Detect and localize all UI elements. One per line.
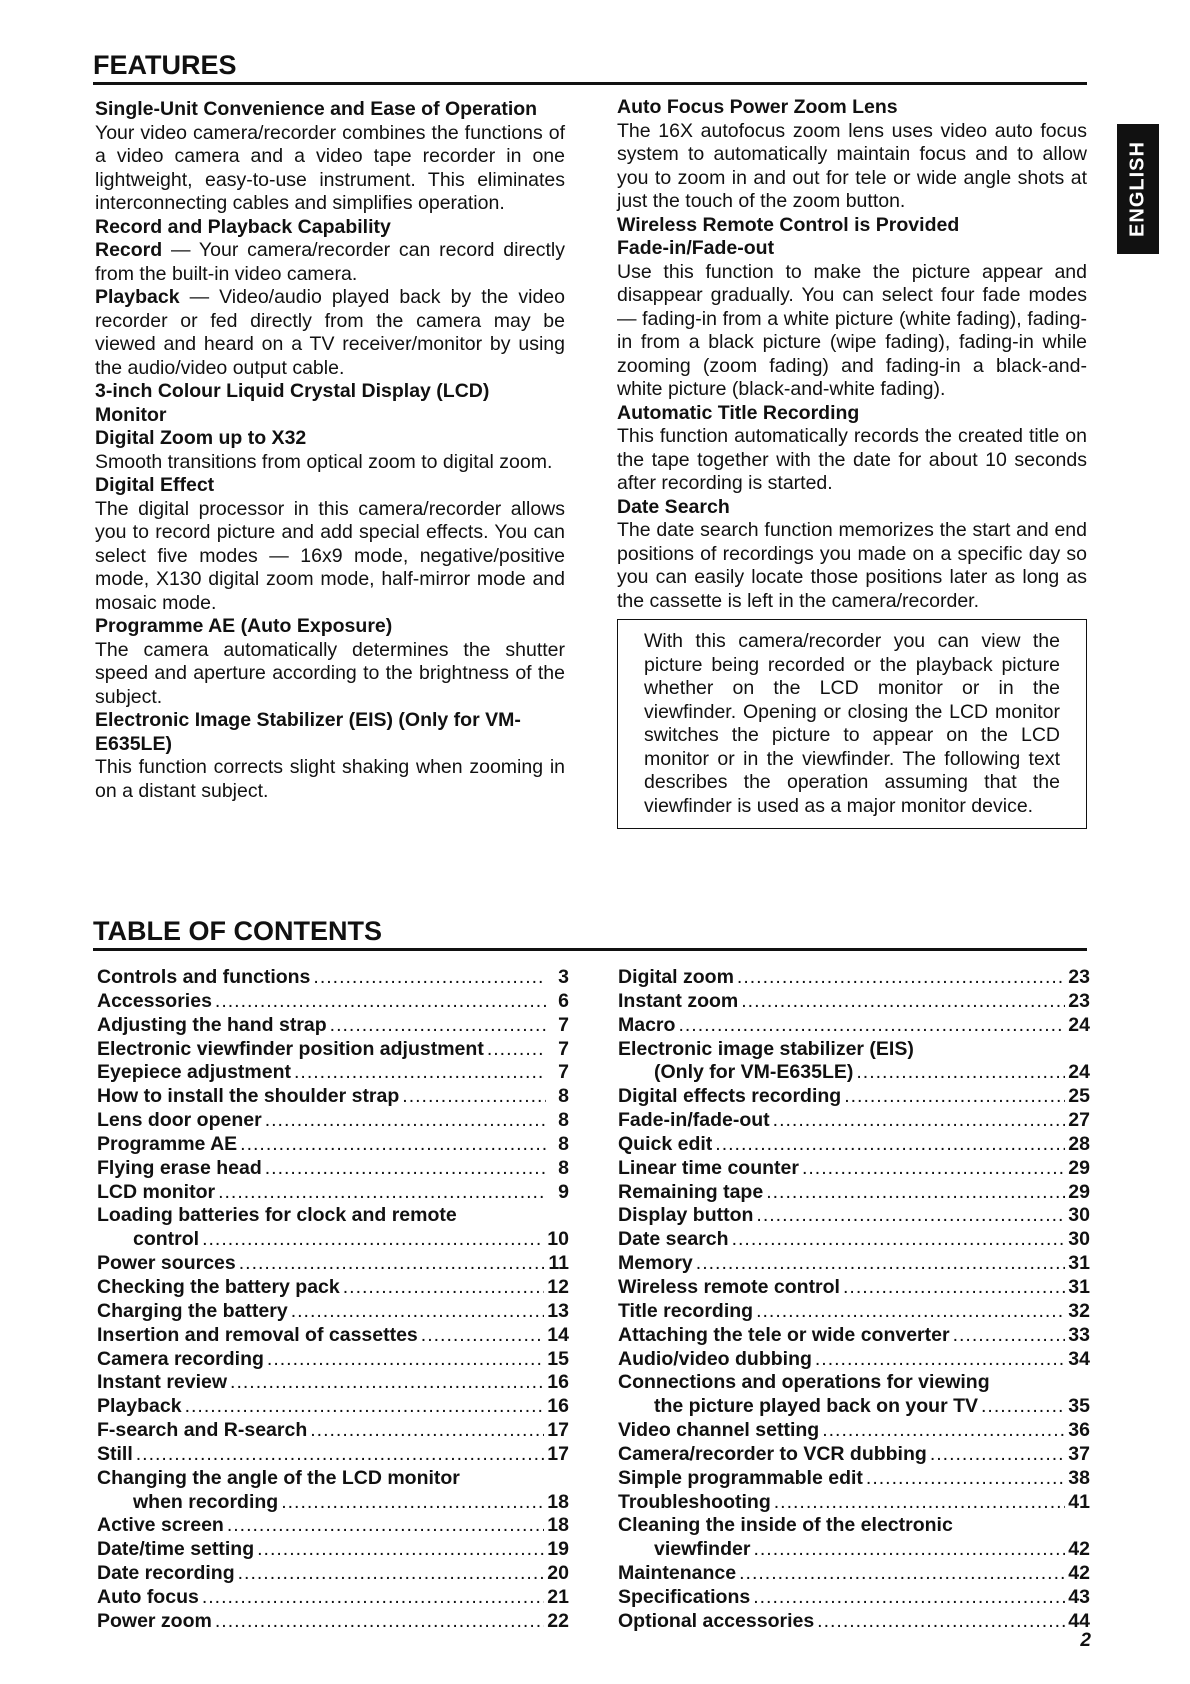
feature-title: Fade-in/Fade-out (617, 237, 775, 259)
toc-page-number: 17 (547, 1442, 569, 1465)
toc-entry-title: Electronic image stabilizer (EIS) (618, 1037, 914, 1060)
feature-item (617, 214, 1087, 238)
feature-item (95, 216, 565, 240)
toc-entry-title: Specifications (618, 1585, 751, 1608)
toc-entry[interactable] (97, 1204, 569, 1252)
toc-entry[interactable] (618, 1228, 1090, 1252)
feature-item (95, 427, 565, 474)
toc-entry[interactable] (618, 1252, 1090, 1276)
feature-inline-title: Record (95, 239, 163, 261)
toc-dot-leader (739, 1562, 1065, 1586)
features-right-column (617, 96, 1087, 829)
toc-page-number: 6 (558, 989, 569, 1012)
toc-dot-leader (696, 1252, 1066, 1276)
toc-page-number: 8 (558, 1109, 569, 1132)
toc-entry[interactable] (618, 1467, 1090, 1491)
toc-entry[interactable] (618, 1419, 1090, 1443)
toc-page-number: 17 (547, 1419, 569, 1442)
toc-dot-leader (732, 1228, 1066, 1252)
feature-item (95, 474, 565, 615)
toc-page-number: 13 (547, 1299, 569, 1322)
toc-entry[interactable] (618, 1204, 1090, 1228)
feature-title: Date Search (617, 495, 730, 518)
toc-page-number: 34 (1068, 1347, 1090, 1370)
toc-entry-title: Remaining tape (618, 1180, 764, 1203)
toc-entry[interactable] (97, 1061, 569, 1085)
toc-entry-title: Power zoom (97, 1609, 212, 1632)
feature-item (95, 98, 565, 216)
toc-page-number: 23 (1068, 989, 1090, 1012)
toc-dot-leader (487, 1038, 546, 1062)
toc-entry[interactable] (97, 1348, 569, 1372)
toc-entry[interactable] (97, 1324, 569, 1348)
toc-dot-leader (343, 1276, 545, 1300)
toc-entry-title: Instant zoom (618, 989, 739, 1012)
feature-item (95, 380, 565, 427)
feature-body: The date search function memorizes the start and end positions of recordings you made on a specific day so you can easily locate those positions later as long as the cassette is left in the camera/recorder. (617, 519, 1087, 612)
toc-entry[interactable] (618, 1371, 1090, 1419)
feature-body: The camera automatically determines the shutter speed and aperture according to the brightness of the subject. (95, 638, 565, 708)
toc-dot-leader (753, 1586, 1065, 1610)
toc-entry[interactable] (618, 1443, 1090, 1467)
toc-dot-leader (981, 1395, 1065, 1419)
toc-entry-title: Quick edit (618, 1132, 713, 1155)
feature-title: Electronic Image Stabilizer (EIS) (Only for VM-E635LE) (95, 709, 521, 755)
toc-entry-title: Adjusting the hand strap (97, 1013, 327, 1036)
toc-dot-leader (756, 1204, 1065, 1228)
toc-dot-leader (265, 1157, 546, 1181)
toc-dot-leader (240, 1133, 546, 1157)
toc-dot-leader (421, 1324, 545, 1348)
toc-entry-title: How to install the shoulder strap (97, 1085, 400, 1108)
toc-page-number: 36 (1068, 1419, 1090, 1442)
feature-body: This function corrects slight shaking when zooming in on a distant subject. (95, 756, 565, 802)
feature-inline-title: Playback (95, 286, 180, 308)
toc-page-number: 7 (558, 1061, 569, 1084)
toc-dot-leader (230, 1371, 544, 1395)
toc-entry-continuation: viewfinder (654, 1538, 751, 1561)
toc-entry[interactable] (618, 1038, 1090, 1086)
toc-entry-title: Fade-in/fade-out (618, 1109, 770, 1132)
toc-entry[interactable] (618, 966, 1090, 990)
feature-title: Programme AE (Auto Exposure) (95, 615, 393, 637)
feature-body: — Video/audio played back by the video recorder or fed directly from the camera may be viewed and heard on a TV receiver/monitor by using the audio/video output cable. (95, 286, 565, 379)
toc-dot-leader (402, 1085, 546, 1109)
feature-title: Auto Focus Power Zoom Lens (617, 96, 898, 118)
feature-title: Automatic Title Recording (617, 401, 860, 424)
toc-entry-title: Audio/video dubbing (618, 1347, 812, 1370)
toc-entry[interactable] (97, 1586, 569, 1610)
feature-item (617, 496, 1087, 614)
toc-entry[interactable] (97, 1109, 569, 1133)
toc-page-number: 12 (547, 1275, 569, 1298)
toc-page-number: 16 (547, 1371, 569, 1394)
toc-dot-leader (257, 1538, 544, 1562)
toc-page-number: 32 (1068, 1299, 1090, 1322)
page-number: 2 (1080, 1630, 1091, 1651)
feature-body: This function automatically records the created title on the tape together with the date for about 10 seconds after recording is started. (617, 425, 1087, 494)
toc-entry-title: Digital effects recording (618, 1085, 842, 1108)
toc-page-number: 8 (558, 1132, 569, 1155)
feature-title: Record and Playback Capability (95, 215, 391, 238)
toc-entry[interactable] (97, 1395, 569, 1419)
toc-entry[interactable] (97, 990, 569, 1014)
toc-entry[interactable] (97, 1038, 569, 1062)
toc-left-column (97, 966, 569, 1634)
toc-page-number: 31 (1068, 1275, 1090, 1298)
toc-entry-title: Controls and functions (97, 966, 311, 988)
toc-entry-title: LCD monitor (97, 1180, 216, 1203)
toc-dot-leader (330, 1014, 546, 1038)
toc-dot-leader (741, 990, 1065, 1014)
toc-entry[interactable] (618, 1562, 1090, 1586)
toc-entry[interactable] (97, 1419, 569, 1443)
toc-dot-leader (291, 1300, 545, 1324)
toc-entry-title: Connections and operations for viewing (618, 1371, 990, 1394)
toc-entry-continuation: when recording (133, 1490, 279, 1513)
toc-page-number: 18 (547, 1490, 569, 1513)
toc-dot-leader (215, 1610, 544, 1634)
toc-entry[interactable] (618, 1348, 1090, 1372)
toc-entry-title: Cleaning the inside of the electronic (618, 1514, 953, 1537)
toc-entry[interactable] (618, 1133, 1090, 1157)
toc-dot-leader (817, 1610, 1065, 1634)
toc-dot-leader (866, 1467, 1065, 1491)
toc-entry-title: Still (97, 1442, 133, 1465)
toc-entry[interactable] (618, 1324, 1090, 1348)
feature-body: Smooth transitions from optical zoom to digital zoom. (95, 450, 553, 473)
feature-item (617, 402, 1087, 496)
toc-dot-leader (737, 966, 1065, 990)
toc-entry-title: Insertion and removal of cassettes (97, 1323, 418, 1346)
toc-dot-leader (239, 1252, 546, 1276)
toc-dot-leader (294, 1061, 546, 1085)
toc-dot-leader (766, 1181, 1065, 1205)
toc-entry[interactable] (97, 1514, 569, 1538)
features-left-column (95, 98, 565, 803)
toc-page-number: 3 (558, 966, 569, 988)
toc-page-number: 7 (558, 1013, 569, 1036)
toc-entry-title: Memory (618, 1252, 693, 1275)
toc-page-number: 38 (1068, 1466, 1090, 1489)
toc-entry[interactable] (97, 1443, 569, 1467)
toc-entry-title: Power sources (97, 1252, 236, 1275)
toc-entry-title: Changing the angle of the LCD monitor (97, 1466, 460, 1489)
toc-dot-leader (310, 1419, 544, 1443)
toc-entry[interactable] (97, 1133, 569, 1157)
toc-entry-title: Camera/recorder to VCR dubbing (618, 1442, 927, 1465)
toc-entry-title: Maintenance (618, 1562, 737, 1585)
toc-dot-leader (930, 1443, 1065, 1467)
feature-item (617, 96, 1087, 214)
toc-page-number: 33 (1068, 1323, 1090, 1346)
toc-dot-leader (815, 1348, 1065, 1372)
toc-dot-leader (774, 1491, 1066, 1515)
feature-title: Single-Unit Convenience and Ease of Operation (95, 98, 538, 120)
toc-heading: TABLE OF CONTENTS (93, 916, 1087, 951)
toc-entry-title: Simple programmable edit (618, 1466, 863, 1489)
toc-entry[interactable] (97, 1252, 569, 1276)
feature-title: Digital Effect (95, 474, 215, 496)
toc-entry-title: Accessories (97, 989, 212, 1012)
feature-title: 3-inch Colour Liquid Crystal Display (LCD) Monitor (95, 380, 490, 426)
toc-entry[interactable] (97, 1181, 569, 1205)
toc-entry-title: Troubleshooting (618, 1490, 771, 1513)
toc-page-number: 35 (1068, 1395, 1090, 1418)
toc-entry-title: Attaching the tele or wide converter (618, 1323, 950, 1346)
toc-page-number: 7 (558, 1037, 569, 1060)
toc-dot-leader (843, 1276, 1065, 1300)
toc-dot-leader (227, 1514, 544, 1538)
toc-entry[interactable] (618, 1491, 1090, 1515)
toc-entry[interactable] (97, 1300, 569, 1324)
toc-entry[interactable] (618, 1276, 1090, 1300)
feature-title: Digital Zoom up to X32 (95, 427, 307, 449)
toc-entry-title: Date recording (97, 1562, 235, 1585)
toc-entry[interactable] (97, 1371, 569, 1395)
toc-entry-title: Eyepiece adjustment (97, 1061, 291, 1084)
toc-dot-leader (238, 1562, 545, 1586)
feature-item (95, 709, 565, 803)
toc-entry-title: Lens door opener (97, 1109, 262, 1132)
toc-entry-continuation: the picture played back on your TV (654, 1395, 978, 1418)
toc-dot-leader (756, 1300, 1065, 1324)
toc-entry-title: Digital zoom (618, 966, 734, 988)
toc-entry-title: Wireless remote control (618, 1275, 840, 1298)
toc-dot-leader (715, 1133, 1065, 1157)
toc-entry[interactable] (618, 1157, 1090, 1181)
toc-page-number: 28 (1068, 1132, 1090, 1155)
toc-entry[interactable] (618, 1610, 1090, 1634)
toc-entry[interactable] (97, 1085, 569, 1109)
toc-entry[interactable] (97, 1014, 569, 1038)
toc-page-number: 30 (1068, 1204, 1090, 1227)
toc-entry[interactable] (618, 1181, 1090, 1205)
toc-entry-title: Loading batteries for clock and remote (97, 1204, 457, 1227)
feature-body: — Your camera/recorder can record directly from the built-in video camera. (95, 239, 565, 285)
feature-title: Wireless Remote Control is Provided (617, 213, 960, 236)
toc-entry-title: Electronic viewfinder position adjustment (97, 1037, 484, 1060)
toc-dot-leader (773, 1109, 1066, 1133)
toc-page-number: 24 (1068, 1061, 1090, 1084)
toc-dot-leader (281, 1491, 544, 1515)
toc-entry-title: Active screen (97, 1514, 224, 1537)
feature-body: Your video camera/recorder combines the functions of a video camera and a video tape recorder in one lightweight, easy-to-use instrument. This eliminates interconnecting cables and simplifies operation. (95, 121, 565, 214)
toc-dot-leader (313, 966, 546, 990)
feature-item (95, 615, 565, 709)
toc-page-number: 14 (547, 1323, 569, 1346)
features-heading: FEATURES (93, 50, 1087, 85)
toc-entry[interactable] (97, 966, 569, 990)
toc-entry-title: Title recording (618, 1299, 754, 1322)
toc-entry-title: Date search (618, 1228, 729, 1251)
toc-entry[interactable] (618, 1014, 1090, 1038)
toc-page-number: 42 (1068, 1562, 1090, 1585)
toc-page-number: 19 (547, 1538, 569, 1561)
toc-entry[interactable] (618, 1300, 1090, 1324)
toc-entry[interactable] (97, 1610, 569, 1634)
toc-entry-title: Auto focus (97, 1585, 199, 1608)
toc-page-number: 23 (1068, 966, 1090, 988)
toc-right-column (618, 966, 1090, 1634)
toc-entry-continuation: (Only for VM-E635LE) (654, 1061, 854, 1084)
toc-entry[interactable] (97, 1538, 569, 1562)
toc-page-number: 25 (1068, 1085, 1090, 1108)
feature-body: The digital processor in this camera/recorder allows you to record picture and add special effects. You can select five modes — 16x9 mode, negative/positive mode, X130 digital zoom mode, half-mirror mode and mosaic mode. (95, 497, 565, 614)
toc-dot-leader (856, 1061, 1065, 1085)
toc-dot-leader (678, 1014, 1065, 1038)
toc-entry-title: Charging the battery (97, 1299, 288, 1322)
toc-entry-title: Playback (97, 1395, 182, 1418)
toc-entry[interactable] (618, 990, 1090, 1014)
toc-entry[interactable] (97, 1276, 569, 1300)
toc-entry-title: Flying erase head (97, 1156, 262, 1179)
toc-page-number: 16 (547, 1395, 569, 1418)
toc-dot-leader (202, 1228, 544, 1252)
toc-entry-title: Linear time counter (618, 1156, 799, 1179)
feature-body: Use this function to make the picture appear and disappear gradually. You can select four fade modes — fading-in from a white picture (white fading), fading-in from a black picture (wipe fading), fading-in while zooming (zoom fading) and fading-in a black-and-white picture (black-and-white fading). (617, 260, 1087, 400)
toc-entry[interactable] (97, 1562, 569, 1586)
toc-entry-title: Date/time setting (97, 1538, 255, 1561)
toc-entry[interactable] (97, 1467, 569, 1515)
toc-entry[interactable] (618, 1514, 1090, 1562)
toc-dot-leader (136, 1443, 545, 1467)
toc-entry-title: Optional accessories (618, 1609, 815, 1632)
toc-page-number: 24 (1068, 1013, 1090, 1036)
toc-page-number: 15 (547, 1347, 569, 1370)
toc-page-number: 9 (558, 1180, 569, 1203)
toc-page-number: 8 (558, 1085, 569, 1108)
toc-dot-leader (202, 1586, 544, 1610)
toc-page-number: 10 (547, 1228, 569, 1251)
feature-item (95, 286, 565, 380)
toc-entry[interactable] (618, 1085, 1090, 1109)
language-tab-label: ENGLISH (1126, 141, 1149, 237)
toc-entry-continuation: control (133, 1228, 200, 1251)
toc-page-number: 42 (1068, 1538, 1090, 1561)
language-tab (1117, 124, 1159, 254)
feature-item (95, 239, 565, 286)
toc-page-number: 18 (547, 1514, 569, 1537)
toc-dot-leader (267, 1348, 544, 1372)
toc-page-number: 29 (1068, 1156, 1090, 1179)
toc-entry-title: Display button (618, 1204, 754, 1227)
feature-text (95, 286, 565, 380)
toc-page-number: 21 (547, 1585, 569, 1608)
toc-page-number: 11 (548, 1252, 569, 1275)
viewfinder-notice-box: With this camera/recorder you can view the picture being recorded or the playback picture whether on the LCD monitor or in the viewfinder. Opening or closing the LCD monitor switches the picture to appear on the LCD monitor or in the viewfinder. The following text describes the operation assuming that the viewfinder is used as a major monitor device. (617, 619, 1087, 829)
toc-entry-title: Video channel setting (618, 1419, 820, 1442)
toc-page-number: 30 (1068, 1228, 1090, 1251)
toc-entry-title: Programme AE (97, 1132, 238, 1155)
toc-entry-title: Macro (618, 1013, 676, 1036)
toc-dot-leader (953, 1324, 1066, 1348)
toc-dot-leader (185, 1395, 545, 1419)
toc-page-number: 20 (547, 1562, 569, 1585)
toc-page-number: 8 (558, 1156, 569, 1179)
toc-dot-leader (844, 1085, 1065, 1109)
toc-entry-title: Checking the battery pack (97, 1275, 340, 1298)
toc-entry-title: Camera recording (97, 1347, 264, 1370)
feature-text (95, 239, 565, 286)
feature-item (617, 237, 1087, 402)
toc-dot-leader (822, 1419, 1065, 1443)
toc-dot-leader (265, 1109, 546, 1133)
toc-page-number: 29 (1068, 1180, 1090, 1203)
feature-body: The 16X autofocus zoom lens uses video auto focus system to automatically maintain focus and to allow you to zoom in and out for tele or wide angle shots at just the touch of the zoom button. (617, 119, 1087, 212)
toc-dot-leader (215, 990, 546, 1014)
toc-dot-leader (218, 1181, 546, 1205)
toc-page-number: 44 (1068, 1609, 1090, 1632)
toc-page-number: 22 (547, 1609, 569, 1632)
toc-dot-leader (802, 1157, 1065, 1181)
toc-page-number: 27 (1068, 1109, 1090, 1132)
toc-page-number: 43 (1068, 1585, 1090, 1608)
toc-entry[interactable] (618, 1586, 1090, 1610)
toc-entry[interactable] (618, 1109, 1090, 1133)
toc-page-number: 31 (1068, 1252, 1090, 1275)
toc-entry-title: Instant review (97, 1371, 228, 1394)
toc-entry-title: F-search and R-search (97, 1419, 308, 1442)
toc-entry[interactable] (97, 1157, 569, 1181)
toc-page-number: 37 (1068, 1442, 1090, 1465)
toc-page-number: 41 (1068, 1490, 1090, 1513)
toc-dot-leader (753, 1538, 1065, 1562)
